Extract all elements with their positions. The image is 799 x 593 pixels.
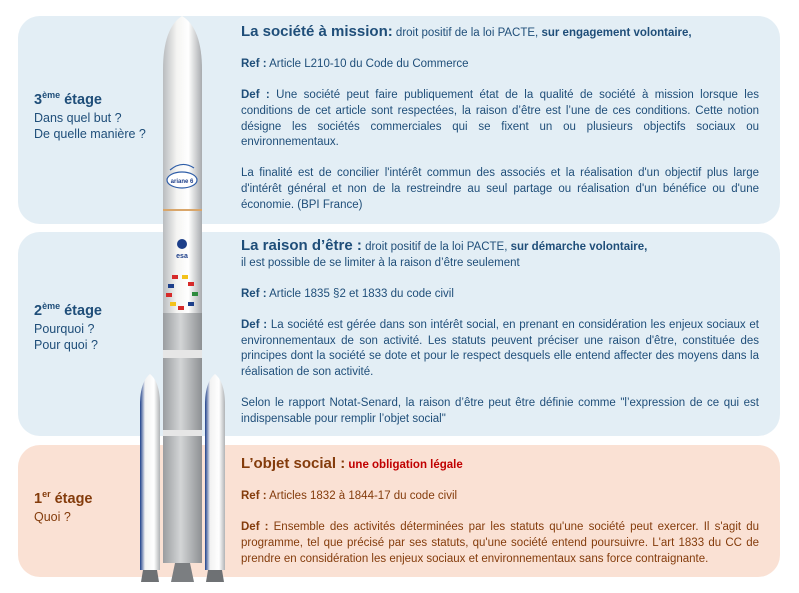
objet-ref: Ref : Articles 1832 à 1844-17 du code civil xyxy=(241,490,458,503)
raison-def: Def : La société est gérée dans son intérêt social, en prenant en considération les enjeux sociaux et environnementaux de son activité. Les statuts peuvent préciser une raison d'être, constituée des principes dont la société se dote et pour le respect desquels elle entend affecter des moyens dans la réalisation de son activité. xyxy=(241,318,759,378)
stage-1-label xyxy=(34,491,93,525)
objet-text-block xyxy=(241,456,759,567)
stage-2-question-2: Pour quoi ? xyxy=(34,338,98,352)
esa-logo-text: esa xyxy=(176,253,188,260)
mission-ref: Ref : Article L210-10 du Code du Commerce xyxy=(241,58,469,71)
raison-text-block xyxy=(241,238,759,427)
mission-heading: La société à mission: droit positif de la loi PACTE, sur engagement volontaire, xyxy=(241,23,692,40)
stage-3-question-1: Dans quel but ? xyxy=(34,111,122,125)
raison-heading: La raison d’être : droit positif de la loi PACTE, sur démarche volontaire, il est possible de se limiter à la raison d’être seulement xyxy=(241,237,648,269)
ariane-logo-text: ariane 6 xyxy=(170,179,194,185)
ariane-rocket-illustration xyxy=(130,10,235,585)
stage-3-question-2: De quelle manière ? xyxy=(34,127,146,141)
stage-2-question-1: Pourquoi ? xyxy=(34,322,95,336)
mission-text-block xyxy=(241,24,759,213)
stage-1-question-1: Quoi ? xyxy=(34,510,71,524)
objet-heading: L’objet social : une obligation légale xyxy=(241,455,463,472)
mission-def: Def : Une société peut faire publiquement état de la qualité de société à mission lorsque les conditions de cet article sont respectées, la raison d’être est l’une de ces conditions. Cette notion désigne les sociétés commerciales qui se fixent un ou plusieurs objectifs sociaux ou environnementaux. xyxy=(241,89,759,149)
raison-ref: Ref : Article 1835 §2 et 1833 du code civil xyxy=(241,287,454,300)
stage-2-label xyxy=(34,303,102,353)
raison-title: La raison d’être : xyxy=(241,237,362,254)
mission-finalite: La finalité est de concilier l'intérêt commun des associés et la réalisation d'un objectif plus large d'intérêt général et non de la restreindre au seul partage ou réalisation d'un bénéfice ou d'une économie. (BPI France) xyxy=(241,167,759,211)
raison-rapport: Selon le rapport Notat-Senard, la raison d’être peut être définie comme "l’expression de ce qui est indispensable pour remplir l’objet social" xyxy=(241,396,759,425)
objet-title: L’objet social : xyxy=(241,455,346,472)
stage-2-title: 2ème étage xyxy=(34,301,103,319)
objet-def: Def : Ensemble des activités déterminées par les statuts qu'une société peut exercer. Il s'agit du programme, tel que précisé par ses statuts, qu'une société entend poursuivre. L'art 1833 du CC de prendre en considération les enjeux sociaux et environnementaux sans force contraignante. xyxy=(241,521,759,565)
mission-title: La société à mission: xyxy=(241,23,393,40)
stage-1-title: 1er étage xyxy=(34,489,93,507)
stage-3-title: 3ème étage xyxy=(34,90,103,108)
